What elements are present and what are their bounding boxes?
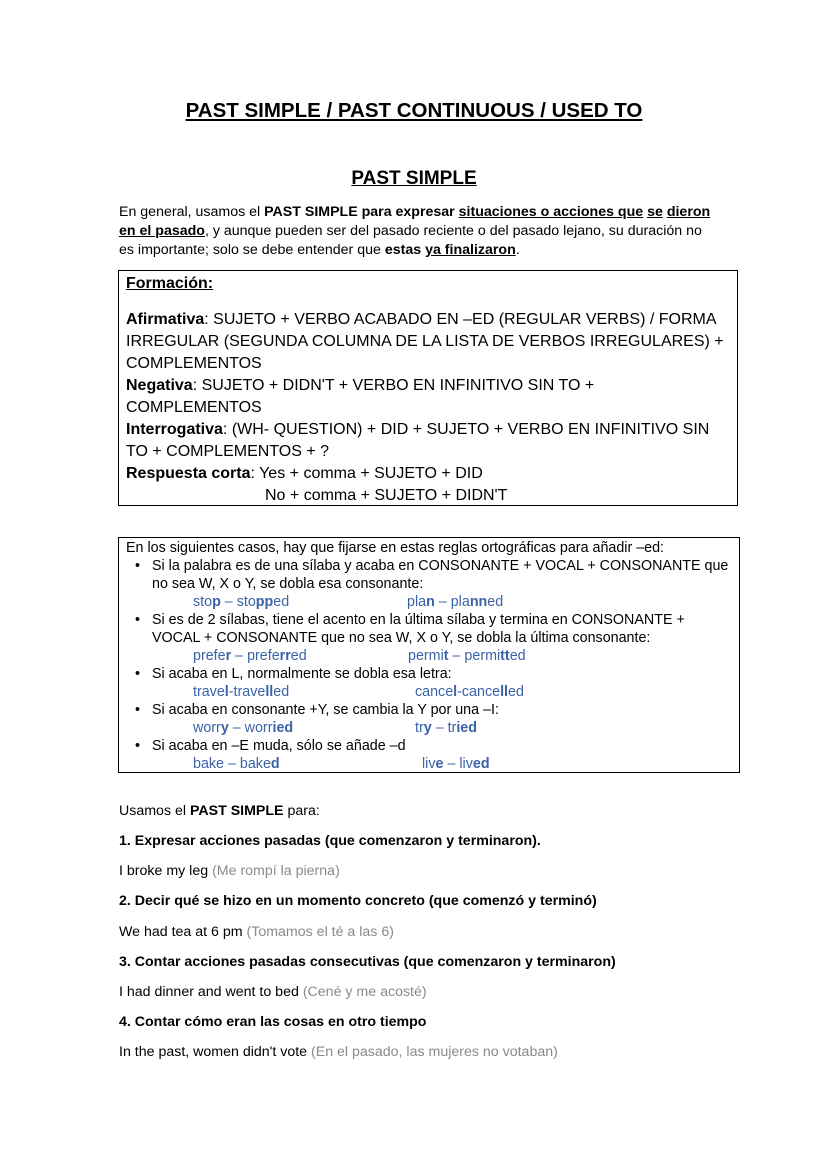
example-word (415, 719, 477, 737)
example-fragment: t (443, 648, 449, 664)
intro-text: situaciones o acciones que (458, 204, 644, 220)
intro-text: PAST SIMPLE (264, 204, 358, 220)
example-fragment: – liv (443, 756, 473, 772)
example-translation: (Tomamos el té a las 6) (246, 924, 394, 940)
example-fragment: – prefe (231, 648, 280, 664)
bullet-icon: • (135, 666, 141, 682)
rule-description: Si la palabra es de una sílaba y acaba en CONSONANTE + VOCAL + CONSONANTE que no sea W, X o Y, se dobla esa consonante: (152, 558, 729, 592)
example-fragment: r (225, 648, 232, 664)
example-fragment: – tr (431, 720, 457, 736)
rule-label: Interrogativa (126, 421, 223, 438)
example-fragment: prefe (193, 648, 226, 664)
example-sentence: In the past, women didn't vote (119, 1044, 308, 1060)
intro-paragraph (119, 203, 719, 260)
usage-heading: 2. Decir qué se hizo en un momento concreto (que comenzó y terminó) (119, 893, 597, 909)
rule-label: Respuesta corta (126, 465, 251, 482)
example-word (152, 683, 415, 701)
bullet-icon: • (135, 558, 141, 574)
bullet-icon: • (135, 738, 141, 754)
negative-rule (126, 375, 730, 419)
example-word (152, 647, 408, 665)
example-fragment: tt (500, 648, 510, 664)
usage-heading: 3. Contar acciones pasadas consecutivas (que comenzaron y terminaron) (119, 954, 616, 970)
example-sentence: I had dinner and went to bed (119, 984, 299, 1000)
spelling-rule (135, 665, 732, 701)
example-fragment: – pla (434, 594, 470, 610)
example-fragment: trave (193, 684, 225, 700)
rule-description: Si acaba en L, normalmente se dobla esa letra: (152, 666, 452, 682)
rule-examples (152, 647, 732, 665)
example-fragment: y (423, 720, 432, 736)
example-fragment: worr (193, 720, 221, 736)
usage-intro-text: Usamos el (119, 803, 190, 819)
rule-text: : (WH- QUESTION) + DID + SUJETO + VERBO EN INFINITIVO SIN TO + COMPLEMENTOS + ? (126, 421, 710, 460)
intro-text: dieron en el pasado (119, 204, 711, 239)
example-fragment: p (212, 594, 221, 610)
example-fragment: n (426, 594, 435, 610)
usage-intro (119, 803, 320, 819)
interrogative-rule (126, 419, 730, 463)
example-fragment: ied (456, 720, 477, 736)
example-fragment: – sto (220, 594, 256, 610)
example-fragment: ed (273, 594, 290, 610)
rule-label: Negativa (126, 377, 193, 394)
example-fragment: tr (415, 720, 424, 736)
example-fragment: ed (509, 648, 526, 664)
spelling-rule (135, 557, 732, 611)
example-word (408, 647, 526, 665)
intro-text: para expresar (357, 204, 459, 220)
bullet-icon: • (135, 702, 141, 718)
usage-heading: 1. Expresar acciones pasadas (que comenzaron y terminaron). (119, 833, 541, 849)
spelling-rules-box (118, 537, 740, 773)
example-fragment: ed (273, 684, 290, 700)
example-word (415, 683, 524, 701)
example-fragment: e (435, 756, 444, 772)
intro-text: , y aunque pueden ser del pasado reciente o del pasado lejano, su duración no es importante; solo se debe entender que (119, 223, 702, 258)
document-title: PAST SIMPLE / PAST CONTINUOUS / USED TO (185, 99, 643, 122)
usage-intro-text: PAST SIMPLE (189, 803, 284, 819)
example-translation: (Me rompí la pierna) (212, 863, 340, 879)
rule-text: : Yes + comma + SUJETO + DID (250, 465, 483, 482)
rule-description: Si acaba en consonante +Y, se cambia la Y por una –I: (152, 702, 499, 718)
example-fragment: permi (408, 648, 444, 664)
example-fragment: – permi (448, 648, 501, 664)
intro-text: . (515, 242, 520, 258)
usage-example (119, 863, 340, 879)
rule-description: Si acaba en –E muda, sólo se añade –d (152, 738, 406, 754)
formation-heading: Formación: (126, 275, 214, 292)
example-fragment: y (220, 720, 229, 736)
example-word (407, 593, 503, 611)
spelling-rule (135, 701, 732, 737)
spelling-rule (135, 737, 732, 773)
example-fragment: l (453, 684, 458, 700)
example-fragment: l (224, 684, 229, 700)
example-fragment: ed (508, 684, 524, 700)
section-title: PAST SIMPLE (351, 168, 477, 189)
example-word (152, 593, 407, 611)
usage-example (119, 924, 394, 940)
example-fragment: cance (415, 684, 454, 700)
example-fragment: pla (407, 594, 427, 610)
example-fragment: ed (472, 756, 490, 772)
spelling-rule-list (126, 557, 732, 773)
example-fragment: ll (500, 684, 509, 700)
example-fragment: rr (279, 648, 291, 664)
example-fragment: ed (487, 594, 504, 610)
example-word (152, 755, 422, 773)
usage-intro-text: para: (283, 803, 320, 819)
example-fragment: nn (469, 594, 488, 610)
example-fragment: ied (272, 720, 294, 736)
short-answer-rule (126, 463, 730, 485)
rule-examples (152, 683, 732, 701)
usage-example (119, 984, 427, 1000)
example-fragment: -cance (457, 684, 501, 700)
intro-text: se (647, 204, 663, 220)
example-fragment: ll (265, 684, 274, 700)
example-sentence: We had tea at 6 pm (119, 924, 243, 940)
example-fragment: d (270, 756, 280, 772)
spelling-rule (135, 611, 732, 665)
rule-examples (152, 593, 732, 611)
rule-label: Afirmativa (126, 311, 205, 328)
intro-text: ya finalizaron (425, 242, 516, 258)
example-fragment: pp (255, 594, 274, 610)
example-fragment: bake – bake (193, 756, 271, 772)
affirmative-rule (126, 309, 730, 375)
example-sentence: I broke my leg (119, 863, 209, 879)
usage-heading: 4. Contar cómo eran las cosas en otro tiempo (119, 1014, 427, 1030)
rule-text: : SUJETO + VERBO ACABADO EN –ED (REGULAR VERBS) / FORMA IRREGULAR (SEGUNDA COLUMNA DE LA LISTA DE VERBOS IRREGULARES) + COMPLEMENTOS (126, 311, 724, 372)
rule-text: : SUJETO + DIDN'T + VERBO EN INFINITIVO SIN TO + COMPLEMENTOS (126, 377, 595, 416)
example-fragment: sto (193, 594, 213, 610)
usage-example (119, 1044, 558, 1060)
short-answer-negative: No + comma + SUJETO + DIDN'T (265, 487, 508, 504)
rule-examples (152, 755, 732, 773)
example-fragment: ed (290, 648, 307, 664)
intro-text: En general, usamos el (119, 204, 265, 220)
formation-box (118, 270, 738, 506)
example-translation: (Cené y me acosté) (302, 984, 427, 1000)
example-translation: (En el pasado, las mujeres no votaban) (311, 1044, 558, 1060)
rule-description: Si es de 2 sílabas, tiene el acento en la última sílaba y termina en CONSONANTE + VOCAL + CONSONANTE que no sea W, X o Y, se dobla la última consonante: (152, 612, 685, 646)
bullet-icon: • (135, 612, 141, 628)
rule-examples (152, 719, 732, 737)
intro-text: estas (384, 242, 422, 258)
example-fragment: -trave (228, 684, 266, 700)
example-fragment: – worr (228, 720, 273, 736)
example-word (422, 755, 490, 773)
spelling-intro: En los siguientes casos, hay que fijarse en estas reglas ortográficas para añadir –ed: (126, 540, 665, 556)
example-word (152, 719, 415, 737)
example-fragment: liv (422, 756, 436, 772)
